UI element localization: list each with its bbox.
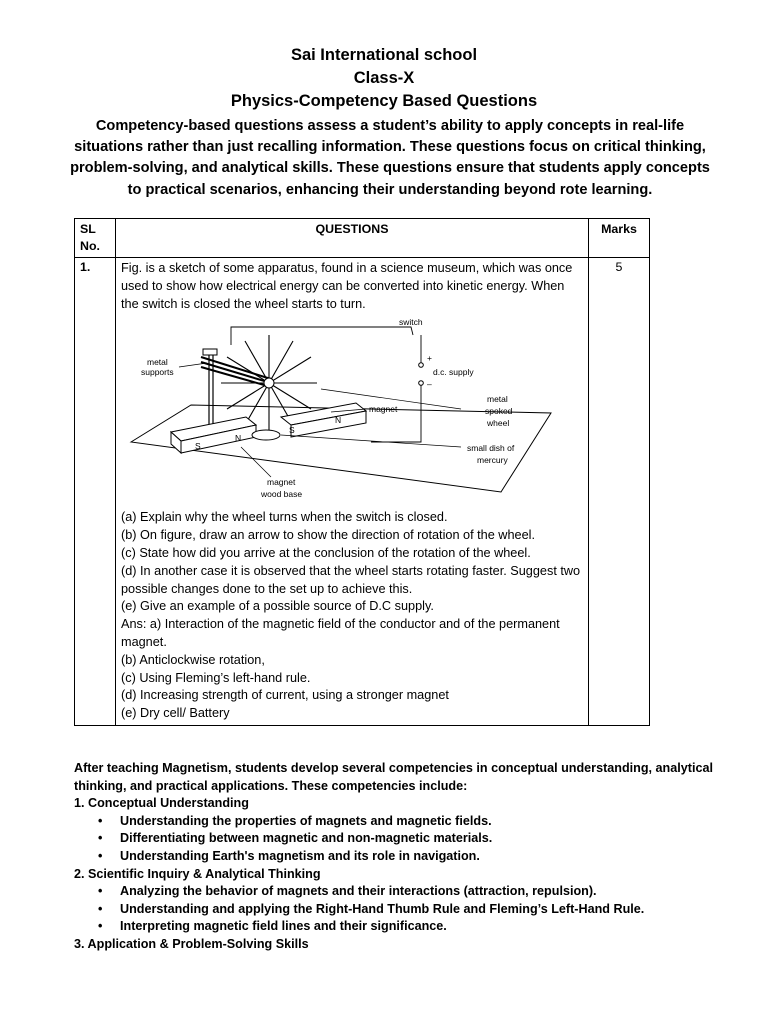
question-line: (a) Explain why the wheel turns when the switch is closed.	[121, 510, 448, 525]
section-list	[74, 883, 714, 936]
class-title: Class-X	[353, 69, 415, 87]
question-intro: Fig. is a sketch of some apparatus, found in a science museum, which was once used to show how electrical energy can be converted into kinetic energy. When the switch is closed the wheel starts to turn.	[121, 261, 573, 311]
competencies-section	[74, 760, 714, 954]
label-minus: –	[427, 379, 432, 390]
section-list	[74, 813, 714, 866]
barlows-wheel-diagram	[121, 317, 561, 507]
label-spoked-wheel-2: spoked	[485, 406, 513, 417]
questions-table	[74, 218, 650, 726]
answer-line: (c) Using Fleming’s left-hand rule.	[121, 670, 311, 685]
question-line: (c) State how did you arrive at the conclusion of the rotation of the wheel.	[121, 545, 531, 560]
marks-value: 5	[589, 258, 650, 726]
pole-s-right: S	[289, 425, 295, 436]
list-item: • Differentiating between magnetic and non-magnetic materials.	[120, 830, 714, 848]
list-item: • Understanding and applying the Right-Hand Thumb Rule and Fleming’s Left-Hand Rule.	[120, 901, 714, 919]
school-name: Sai International school	[290, 46, 478, 64]
label-switch: switch	[399, 317, 423, 328]
question-line: (d) In another case it is observed that the wheel starts rotating faster. Suggest two possible changes done to the set up to achieve this.	[121, 563, 581, 596]
question-number: 1.	[75, 258, 116, 726]
sl-no-header: SL No.	[75, 219, 116, 258]
list-item: • Understanding Earth's magnetism and its role in navigation.	[120, 848, 714, 866]
question-line: (b) On figure, draw an arrow to show the direction of rotation of the wheel.	[121, 528, 535, 543]
question-cell	[116, 258, 589, 726]
label-mercury-dish-1: small dish of	[467, 443, 515, 454]
list-item: • Understanding the properties of magnets and magnetic fields.	[120, 813, 714, 831]
answer-line: Ans: a) Interaction of the magnetic field of the conductor and of the permanent magnet.	[121, 617, 560, 649]
list-item: • Interpreting magnetic field lines and their significance.	[120, 918, 714, 936]
marks-header: Marks	[589, 219, 650, 258]
label-wood-base: wood base	[261, 489, 303, 500]
label-plus: +	[427, 353, 432, 364]
apparatus-figure	[121, 317, 561, 507]
section-title: 1. Conceptual Understanding	[74, 796, 249, 811]
label-metal-supports-2: supports	[141, 367, 174, 378]
label-spoked-wheel-3: wheel	[487, 418, 510, 429]
label-metal-supports-1: metal	[147, 357, 168, 368]
pole-n-right: N	[335, 415, 342, 426]
label-spoked-wheel-1: metal	[487, 394, 508, 405]
list-item: • Analyzing the behavior of magnets and their interactions (attraction, repulsion).	[120, 883, 714, 901]
answer-line: (e) Dry cell/ Battery	[121, 706, 230, 721]
table-row	[75, 258, 650, 726]
answer-line: (b) Anticlockwise rotation,	[121, 652, 265, 667]
competencies-intro: After teaching Magnetism, students develop several competencies in conceptual understanding, analytical thinking, and practical applications. These competencies include:	[74, 761, 713, 793]
answer-line: (d) Increasing strength of current, using a stronger magnet	[121, 688, 449, 703]
table-header-row	[75, 219, 650, 258]
pole-n-left: N	[235, 433, 242, 444]
question-line: (e) Give an example of a possible source of D.C supply.	[121, 599, 434, 614]
intro-paragraph: Competency-based questions assess a student’s ability to apply concepts in real-life situations rather than just recalling information. These questions focus on critical thinking, problem-solving, and analytical skills. These questions ensure that students apply concepts to practical scenarios, enhancing their understanding beyond rote learning.	[70, 118, 710, 198]
subject-title: Physics-Competency Based Questions	[230, 92, 538, 110]
label-magnet-top: magnet	[369, 404, 398, 415]
section-title: 3. Application & Problem-Solving Skills	[74, 936, 309, 951]
document-header	[0, 44, 768, 113]
label-dc-supply: d.c. supply	[433, 367, 474, 378]
section-title: 2. Scientific Inquiry & Analytical Thinking	[74, 866, 321, 881]
pole-s-left: S	[195, 441, 201, 452]
label-magnet-bottom: magnet	[267, 477, 296, 488]
questions-header: QUESTIONS	[116, 219, 589, 258]
label-mercury-dish-2: mercury	[477, 455, 508, 466]
